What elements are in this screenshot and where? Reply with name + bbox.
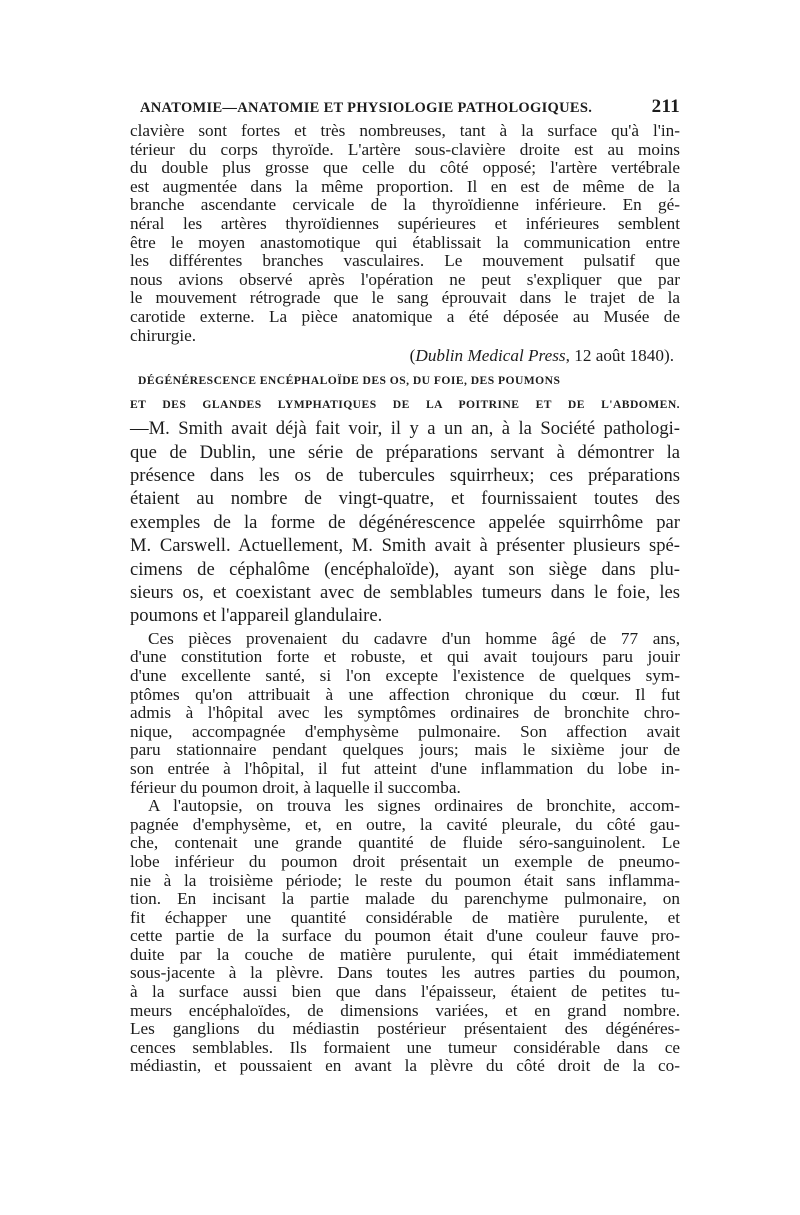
text-line: tion. En incisant la partie malade du parenchyme pulmonaire, on: [130, 889, 680, 909]
citation-open: (: [409, 346, 416, 366]
text-line: cette partie de la surface du poumon était d'une couleur fauve pro-: [130, 926, 680, 946]
text-line: est augmentée dans la même proportion. Il en est de même de la: [130, 176, 680, 196]
text-line: Ces pièces provenaient du cadavre d'un homme âgé de 77 ans,: [148, 628, 680, 648]
section-heading: [130, 369, 680, 417]
text-line: férieur du poumon droit, à laquelle il succomba.: [130, 777, 461, 797]
page-number: 211: [651, 96, 680, 117]
text-line: lobe inférieur du poumon droit présentait un exemple de pneumo-: [130, 851, 680, 871]
text-line: fit échapper une quantité considérable de matière purulente, et: [130, 907, 680, 927]
text-line: exemples de la forme de dégénérescence appelée squirrhôme par: [130, 511, 680, 533]
heading-line: DÉGÉNÉRESCENCE ENCÉPHALOÏDE DES OS, DU FOIE, DES POUMONS: [138, 374, 561, 388]
text-line: A l'autopsie, on trouva les signes ordinaires de bronchite, accom-: [148, 796, 680, 816]
text-line: à la surface aussi bien que dans l'épaisseur, étaient de petites tu-: [130, 982, 680, 1002]
text-line: clavière sont fortes et très nombreuses, tant à la surface qu'à l'in-: [130, 121, 680, 140]
text-line: étaient au nombre de vingt-quatre, et fournissaient toutes des: [130, 488, 680, 510]
paragraph-autopsy: [130, 797, 680, 1076]
text-line: que de Dublin, une série de préparations servant à démontrer la: [130, 441, 680, 463]
citation-date: , 12 août 1840).: [565, 346, 674, 366]
text-line: les différentes branches vasculaires. Le mouvement pulsatif que: [130, 251, 680, 271]
text-line: che, contenait une grande quantité de fluide séro-sanguinolent. Le: [130, 833, 680, 853]
text-line: médiastin, et poussaient en avant la plèvre du côté droit de la co-: [130, 1056, 680, 1076]
paragraph-patient-history: [130, 630, 680, 797]
text-line: chirurgie.: [130, 325, 197, 345]
text-line: poumons et l'appareil glandulaire.: [130, 605, 383, 627]
text-line: nique, accompagnée d'emphysème pulmonaire. Son affection avait: [130, 721, 680, 741]
text-line: d'une excellente santé, si l'on excepte l'existence de quelques sym-: [130, 665, 680, 685]
running-title: ANATOMIE—ANATOMIE ET PHYSIOLOGIE PATHOLOGIQUES.: [140, 100, 593, 116]
paragraph-artery-description: [130, 122, 680, 345]
text-line: duite par la couche de matière purulente, qui était immédiatement: [130, 944, 680, 964]
text-line: térieur du corps thyroïde. L'artère sous-clavière droite est au moins: [130, 139, 680, 159]
text-line: branche ascendante cervicale de la thyroïdienne inférieure. En gé-: [130, 195, 680, 215]
text-line: ptômes qu'on attribuait à une affection chronique du cœur. Il fut: [130, 684, 680, 704]
source-citation: [130, 346, 680, 365]
text-line: paru stationnaire pendant quelques jours; mais le sixième jour de: [130, 740, 680, 760]
paragraph-introduction: [130, 417, 680, 628]
text-line: du double plus grosse que celle du côté opposé; l'artère vertébrale: [130, 158, 680, 178]
text-line: présence dans les os de tubercules squirrheux; ces préparations: [130, 464, 680, 486]
text-line: nous avions observé après l'opération ne peut s'expliquer que par: [130, 269, 680, 289]
text-line: d'une constitution forte et robuste, et qui avait toujours paru jouir: [130, 647, 680, 667]
text-line: le mouvement rétrograde que le sang éprouvait dans le trajet de la: [130, 288, 680, 308]
text-line: son entrée à l'hôpital, il fut atteint d'une inflammation du lobe in-: [130, 758, 680, 778]
text-line: —M. Smith avait déjà fait voir, il y a un an, à la Société pathologi-: [130, 418, 680, 440]
text-line: sieurs os, et coexistant avec de semblables tumeurs dans le foie, les: [130, 581, 680, 603]
citation-journal: Dublin Medical Press: [415, 346, 566, 366]
heading-line: ET DES GLANDES LYMPHATIQUES DE LA POITRINE ET DE L'ABDOMEN.: [130, 398, 680, 412]
running-header: [140, 96, 680, 122]
text-line: cences semblables. Ils formaient une tumeur considérable dans ce: [130, 1037, 680, 1057]
text-line: nie à la troisième période; le reste du poumon était sans inflamma-: [130, 870, 680, 890]
text-line: M. Carswell. Actuellement, M. Smith avait à présenter plusieurs spé-: [130, 535, 680, 557]
text-line: être le moyen anastomotique qui établissait la communication entre: [130, 232, 680, 252]
text-line: admis à l'hôpital avec les symptômes ordinaires de bronchite chro-: [130, 703, 680, 723]
text-line: pagnée d'emphysème, et, en outre, la cavité pleurale, du côté gau-: [130, 814, 680, 834]
text-line: carotide externe. La pièce anatomique a été déposée au Musée de: [130, 306, 680, 326]
text-line: Les ganglions du médiastin postérieur présentaient des dégénéres-: [130, 1019, 680, 1039]
text-line: sous-jacente à la plèvre. Dans toutes les autres parties du poumon,: [130, 963, 680, 983]
text-line: néral les artères thyroïdiennes supérieures et inférieures semblent: [130, 213, 680, 233]
text-line: meurs encéphaloïdes, de dimensions variées, et en grand nombre.: [130, 1000, 680, 1020]
text-line: cimens de céphalôme (encéphaloïde), ayant son siège dans plu-: [130, 558, 680, 580]
book-page: [130, 96, 680, 1076]
